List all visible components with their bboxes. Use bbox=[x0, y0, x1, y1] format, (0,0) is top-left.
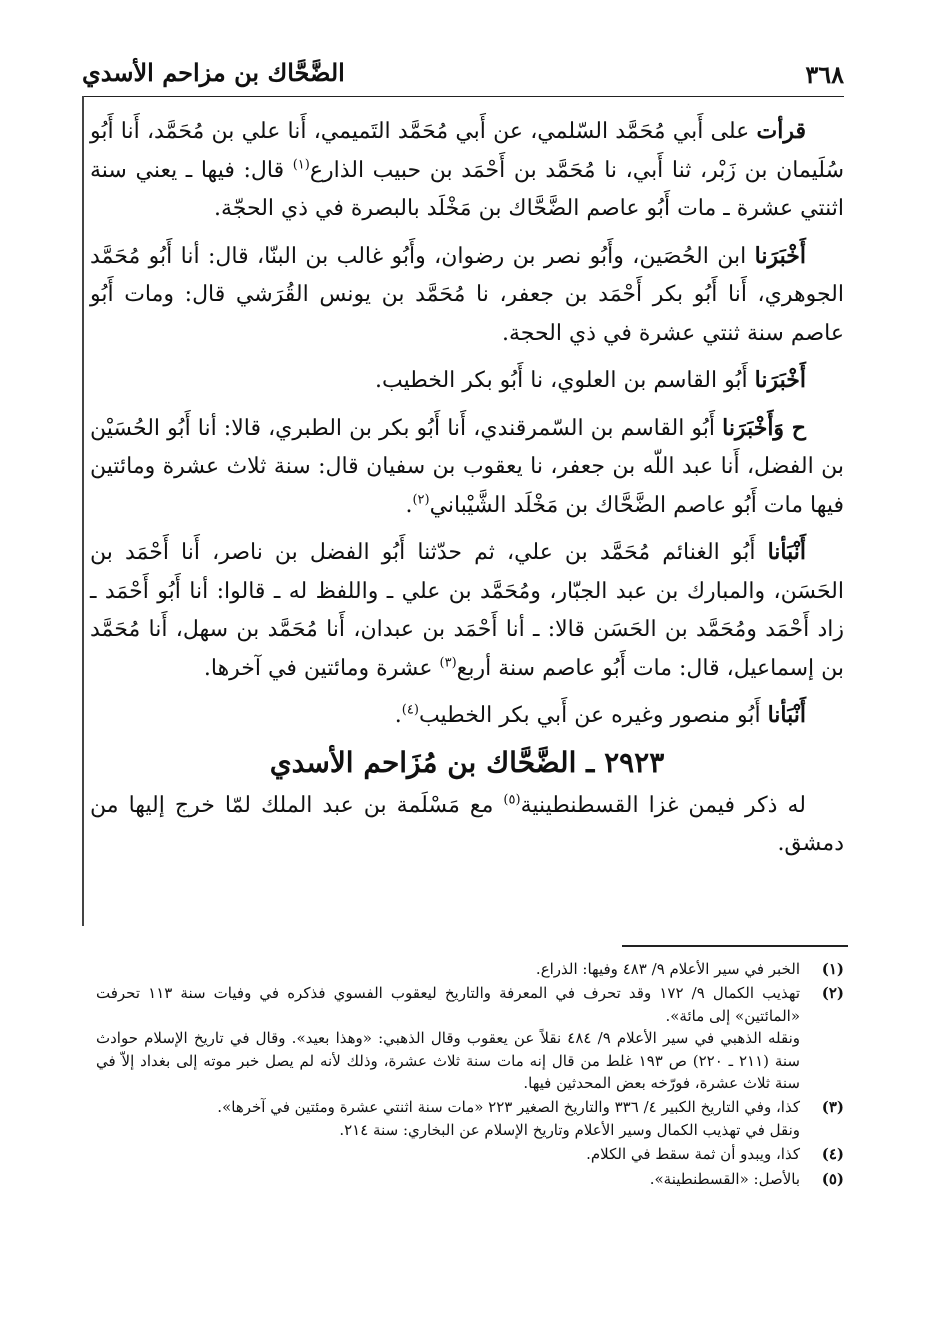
footnote-number: (٣) bbox=[821, 1098, 844, 1117]
footnote-text bbox=[96, 1168, 800, 1190]
paragraph-lead: قرأت bbox=[756, 118, 806, 144]
footnote-ref: (٣) bbox=[439, 655, 457, 671]
main-text bbox=[90, 112, 844, 864]
margin-rule bbox=[82, 96, 84, 926]
footnote-separator bbox=[622, 945, 848, 947]
paragraph-text: أَبُو منصور وغيره عن أَبي بكر الخطيب bbox=[418, 703, 761, 728]
footnote-4 bbox=[96, 1143, 844, 1165]
footnote-line: تهذيب الكمال ٩/ ١٧٢ وقد تحرف في المعرفة والتاريخ ليعقوب الفسوي فذكره في وفيات سنة ١١٣ تحرفت «المائتين» إلى مائة». bbox=[96, 984, 800, 1025]
paragraph-lead: أَنْبَأنا bbox=[767, 539, 806, 565]
paragraph-text: قال: فيها ـ يعني سنة اثنتي عشرة ـ مات أَبُو عاصم الضَّحَّاك بن مَخْلَد بالبصرة في ذي الحجّة. bbox=[90, 157, 844, 221]
footnote-line: الخبر في سير الأعلام ٩/ ٤٨٣ وفيها: الذراع. bbox=[535, 960, 800, 978]
paragraph-text: أَبُو القاسم بن العلوي، نا أَبُو بكر الخطيب. bbox=[374, 368, 748, 393]
paragraph-lead: أَخْبَرَنا bbox=[754, 242, 806, 269]
paragraph-text: له ذكر فيمن غزا القسطنطينية bbox=[520, 792, 806, 818]
footnote-ref: (١) bbox=[292, 157, 310, 173]
paragraph-3 bbox=[90, 361, 844, 401]
paragraph-end: . bbox=[394, 703, 402, 728]
footnote-number: (٢) bbox=[821, 984, 844, 1003]
paragraph-2 bbox=[90, 237, 844, 354]
paragraph-7 bbox=[90, 787, 844, 864]
paragraph-4 bbox=[90, 409, 844, 526]
paragraph-text: على أَبي مُحَمَّد السّلمي، عن أَبي مُحَمَّد التَميمي، أَنا علي بن مُحَمَّد، أَنا أَبُو سُلَيمان بن زَبْر، ثنا أَبي، نا مُحَمَّد بن أَحْمَد بن حبيب الذارع bbox=[90, 119, 844, 183]
entry-heading: ٢٩٢٣ ـ الضَّحَّاك بن مُزَاحم الأسدي bbox=[269, 745, 665, 779]
running-title: الضَّحَّاك بن مزاحم الأسدي bbox=[82, 58, 345, 87]
footnote-line: كذا، وفي التاريخ الكبير ٤/ ٣٣٦ والتاريخ الصغير ٢٢٣ «مات سنة اثنتي عشرة ومئتين في آخرها». bbox=[217, 1098, 800, 1117]
footnote-number: (٥) bbox=[821, 1169, 844, 1188]
paragraph-lead: أَخْبَرَنا bbox=[754, 367, 806, 393]
footnote-text bbox=[96, 958, 800, 980]
footnote-line: بالأصل: «القسطنطينة». bbox=[649, 1169, 800, 1188]
footnotes bbox=[96, 958, 844, 1192]
paragraph-end: . bbox=[405, 492, 413, 518]
paragraph-text: أَبُو الغنائم مُحَمَّد بن علي، ثم حدّثنا أَبُو الفضل بن ناصر، أَنا أَحْمَد بن الحَسَن، والمبارك بن عبد الجبّار، ومُحَمَّد بن علي ـ واللفظ له ـ قالوا: أنا أَبُو أَحْمَد ـ زاد أَحْمَد ومُحَمَّد بن الحَسَن قالا: ـ أنا أَحْمَد بن عبدان، أَنا مُحَمَّد بن سهل، أَنا مُحَمَّد بن إسماعيل، قال: مات أَبُو عاصم سنة أربع bbox=[90, 540, 844, 681]
paragraph-text: ابن الحُصَين، وأَبُو نصر بن رضوان، وأَبُو غالب بن البنّا، قال: أنا أَبُو مُحَمَّد الجوهري، أَنا أَبُو بكر أَحْمَد بن جعفر، نا مُحَمَّد بن يونس القُرَشي قال: ومات أَبُو عاصم سنة ثنتي عشرة في ذي الحجة. bbox=[90, 243, 844, 346]
paragraph-lead: ح وَأَخْبَرَنا bbox=[722, 414, 806, 441]
footnote-ref: (٢) bbox=[412, 492, 430, 508]
footnote-line: ونقل في تهذيب الكمال وسير الأعلام وتاريخ الإسلام عن البخاري: سنة ٢١٤. bbox=[339, 1120, 800, 1139]
footnote-text bbox=[96, 982, 800, 1094]
footnote-5 bbox=[96, 1168, 844, 1190]
paragraph-lead: أَنْبَأنا bbox=[767, 702, 806, 728]
footnote-ref: (٤) bbox=[401, 702, 419, 718]
footnote-number: (١) bbox=[821, 960, 844, 978]
footnote-ref: (٥) bbox=[503, 792, 521, 808]
paragraph-text: أَبُو القاسم بن السّمرقندي، أَنا أَبُو بكر بن الطبري، قالا: أنا أَبُو الحُسَيْن بن الفضل، أَنا عبد اللّه بن جعفر، نا يعقوب بن سفيان قال: سنة ثلاث عشرة ومائتين فيها مات أَبُو عاصم الضَّحَّاك بن مَخْلَد الشَّيْباني bbox=[90, 415, 844, 518]
paragraph-5 bbox=[90, 533, 844, 688]
footnote-3 bbox=[96, 1096, 844, 1141]
page-header bbox=[82, 52, 844, 97]
footnote-text bbox=[96, 1143, 800, 1165]
paragraph-text: مع مَسْلَمة بن عبد الملك لمّا خرج إليها من دمشق. bbox=[90, 792, 844, 856]
paragraph-1 bbox=[90, 112, 844, 229]
footnote-1 bbox=[96, 958, 844, 980]
page-number: ٣٦٨ bbox=[805, 60, 844, 89]
footnote-line: كذا، ويبدو أن ثمة سقط في الكلام. bbox=[586, 1145, 800, 1164]
paragraph-text: عشرة ومائتين في آخرها. bbox=[203, 655, 440, 681]
footnote-line: ونقله الذهبي في سير الأعلام ٩/ ٤٨٤ نقلاً عن يعقوب وقال الذهبي: «وهذا بعيد». وقال في تاريخ الإسلام حوادث سنة (٢١١ ـ ٢٢٠) ص ١٩٣ غلط من قال إنه مات سنة ثلاث عشرة، وذلك لأنه لم يصل خبر موته إلى بغداد إلاّ في سنة ثلاث عشرة، فورّخه بعض المحدثين فيها. bbox=[96, 1029, 801, 1093]
footnote-number: (٤) bbox=[821, 1145, 844, 1164]
paragraph-6 bbox=[90, 696, 844, 736]
footnote-text bbox=[96, 1096, 800, 1141]
footnote-2 bbox=[96, 982, 844, 1094]
